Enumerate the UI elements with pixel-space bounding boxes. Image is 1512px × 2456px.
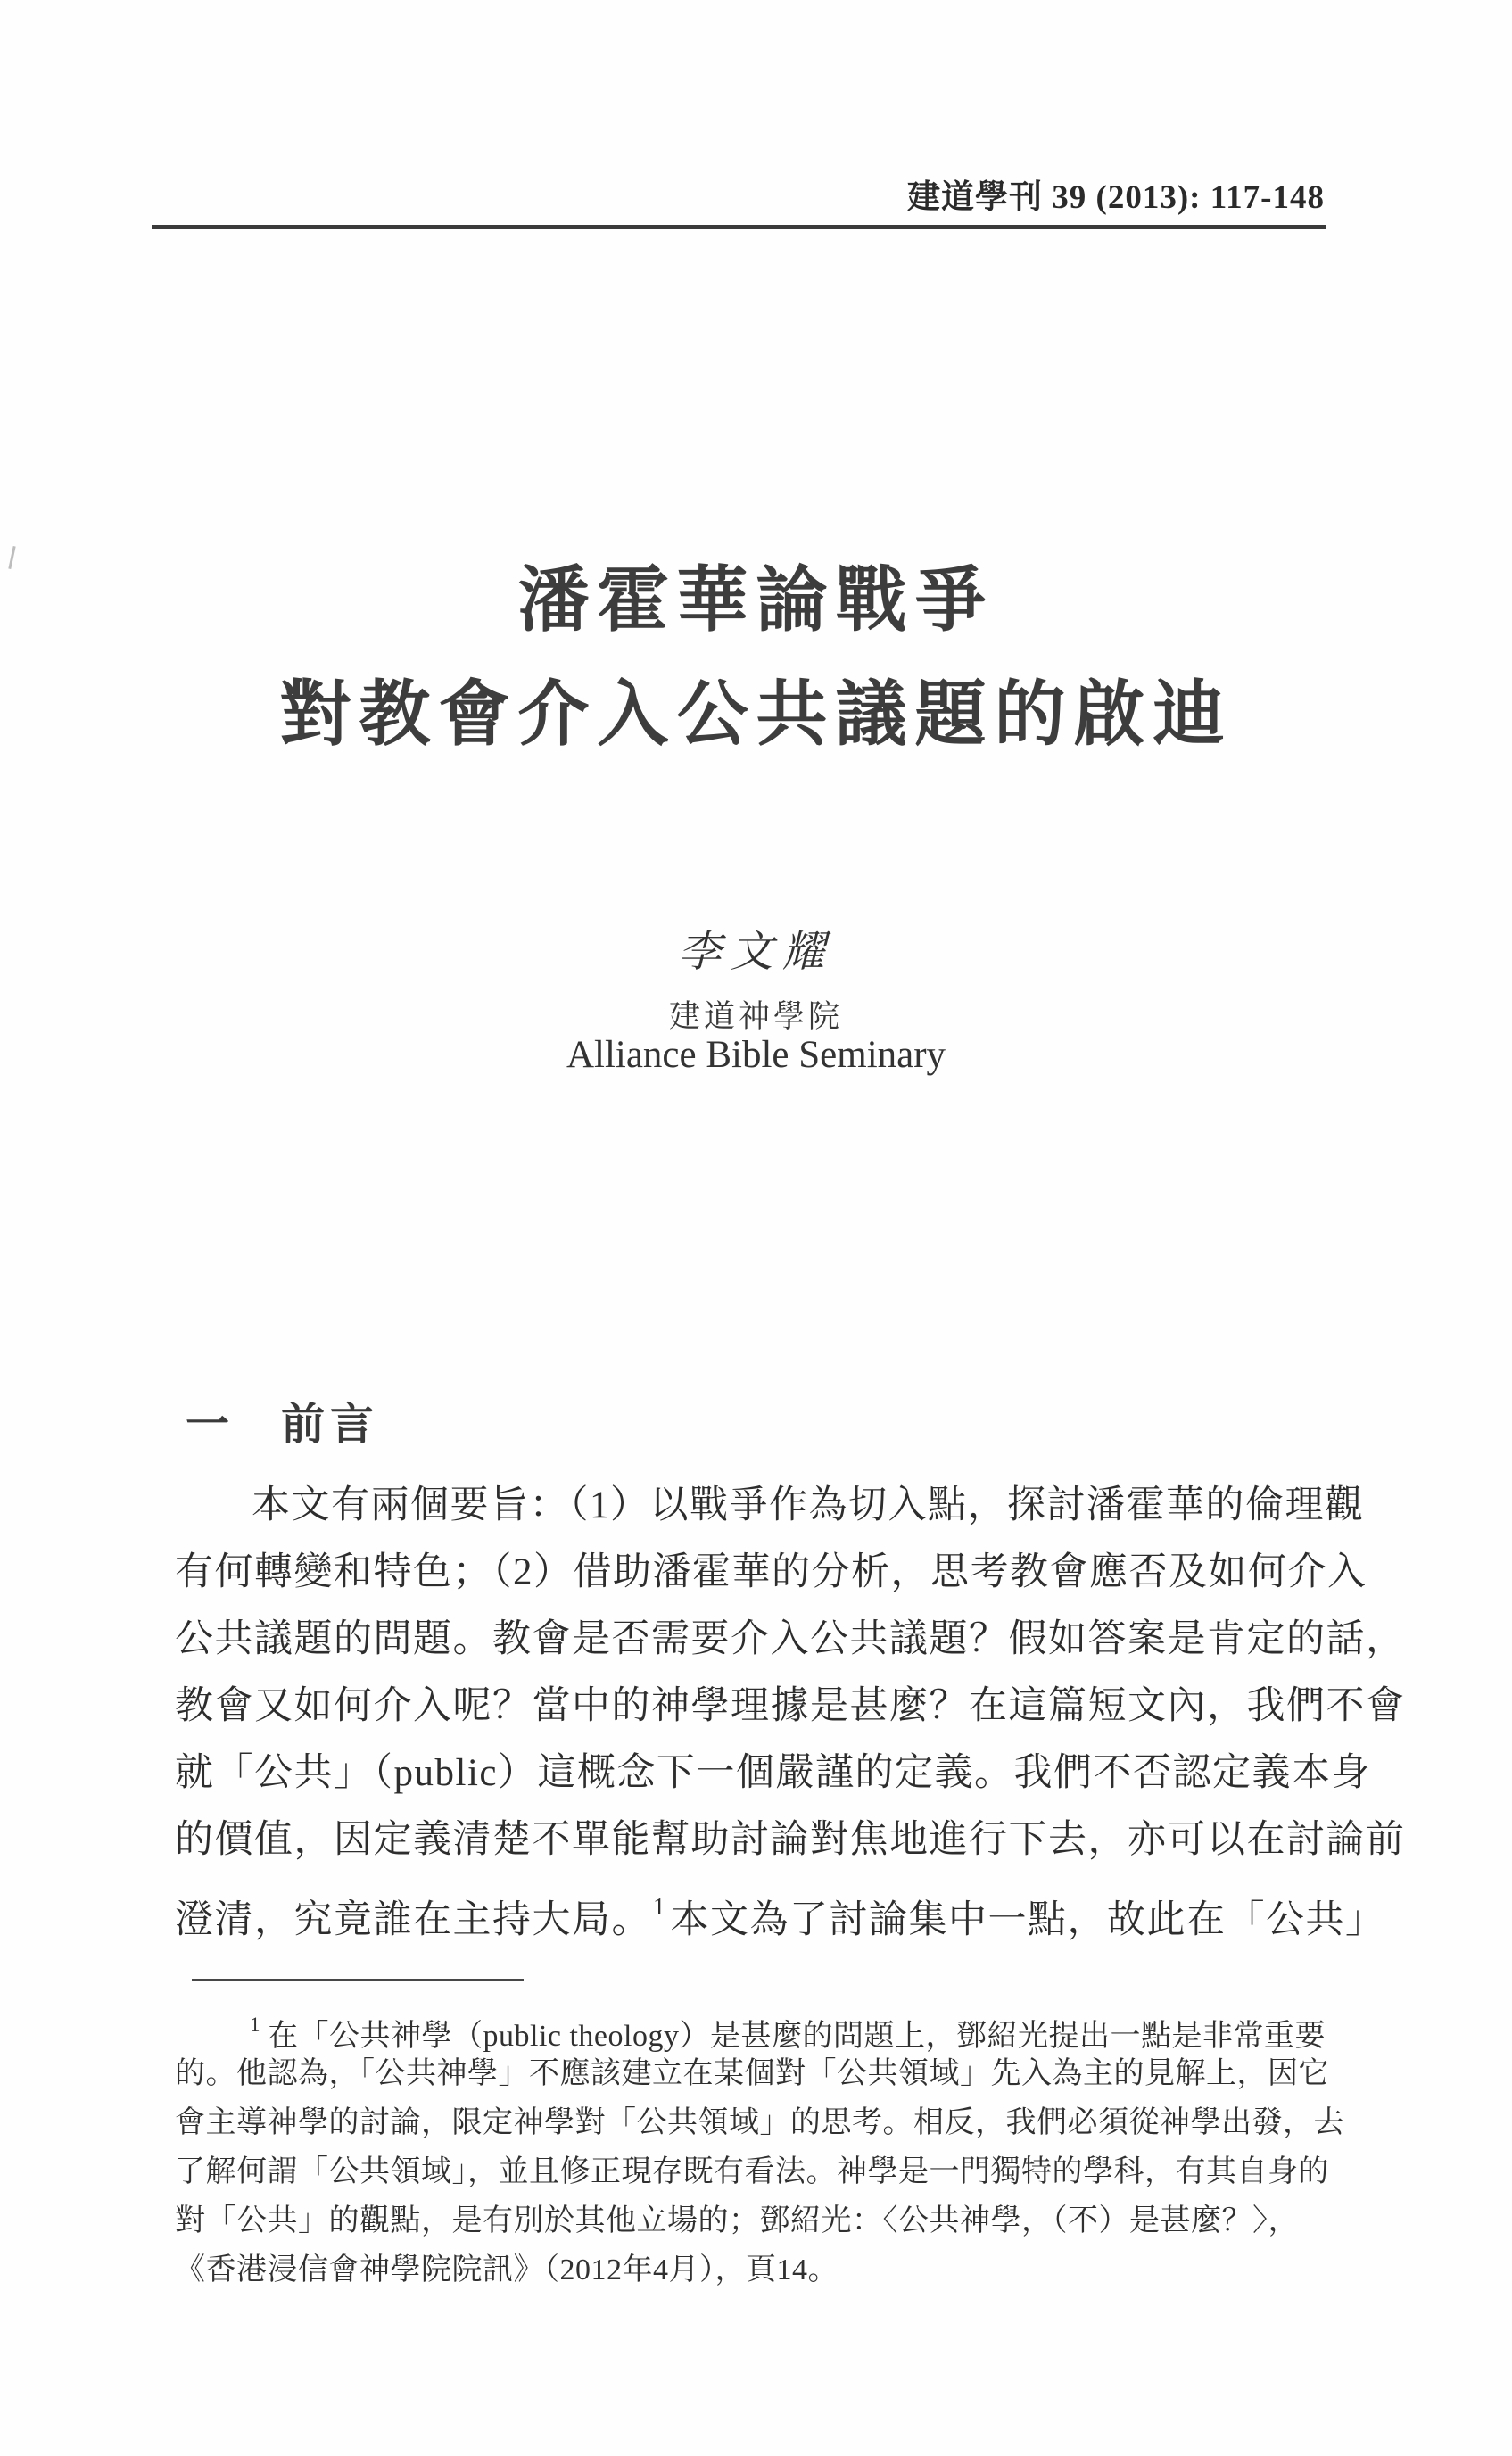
body-line-with-footnote-ref	[175, 1873, 1385, 1941]
footnote-line: 《香港浸信會神學院院訊》（2012年4月），頁14。	[175, 2253, 839, 2286]
section-number: 一	[186, 1401, 230, 1449]
section-heading	[186, 1390, 379, 1452]
article-title-line1: 潘霍華論戰爭	[517, 560, 995, 640]
footnote-line: 會主導神學的討論，限定神學對「公共領域」的思考。相反，我們必須從神學出發，去	[175, 2106, 1344, 2139]
footnote-line: 對「公共」的觀點，是有別於其他立場的；鄧紹光：〈公共神學，（不）是甚麼？〉，	[175, 2204, 1299, 2237]
body-line: 公共議題的問題。教會是否需要介入公共議題？假如答案是肯定的話，	[175, 1618, 1406, 1660]
author-name: 李文耀	[678, 929, 834, 976]
body-line7-pre: 澄清，究竟誰在主持大局。	[175, 1899, 651, 1941]
body-line: 教會又如何介入呢？當中的神學理據是甚麼？在這篇短文內，我們不會	[175, 1685, 1406, 1727]
footnote-line-first	[175, 2000, 1343, 2053]
author-affiliation-english: Alliance Bible Seminary	[566, 1034, 946, 1076]
article-title-line2: 對教會介入公共議題的啟迪	[279, 674, 1233, 754]
body-line: 有何轉變和特色；（2）借助潘霍華的分析，思考教會應否及如何介入	[175, 1551, 1367, 1593]
footnote-line: 了解何謂「公共領域」，並且修正現存既有看法。神學是一門獨特的學科，有其自身的	[175, 2155, 1329, 2188]
header-rule	[152, 225, 1326, 229]
body-line: 就「公共」（public）這概念下一個嚴謹的定義。我們不否認定義本身	[175, 1752, 1371, 1794]
body-line: 本文有兩個要旨：（1）以戰爭作為切入點，探討潘霍華的倫理觀	[252, 1484, 1365, 1526]
journal-header: 建道學刊 39 (2013): 117-148	[907, 179, 1325, 216]
footnote-reference-superscript: 1	[653, 1893, 665, 1920]
footnote-number-superscript: 1	[250, 2014, 260, 2036]
section-title: 前言	[281, 1401, 380, 1449]
footnote-separator-rule	[192, 1979, 524, 1981]
footnote-line: 的。他認為，「公共神學」不應該建立在某個對「公共領域」先入為主的見解上，因它	[175, 2057, 1329, 2090]
footnote-line1-text: 在「公共神學（public theology）是甚麼的問題上，鄧紹光提出一點是非常重要	[268, 2020, 1326, 2053]
body-paragraph	[175, 1472, 1406, 1941]
footnote-block	[175, 2000, 1343, 2295]
body-line7-post: 本文為了討論集中一點，故此在「公共」	[670, 1899, 1385, 1941]
body-line: 的價值，因定義清楚不單能幫助討論對焦地進行下去，亦可以在討論前	[175, 1819, 1406, 1861]
author-affiliation-chinese: 建道神學院	[668, 999, 843, 1034]
